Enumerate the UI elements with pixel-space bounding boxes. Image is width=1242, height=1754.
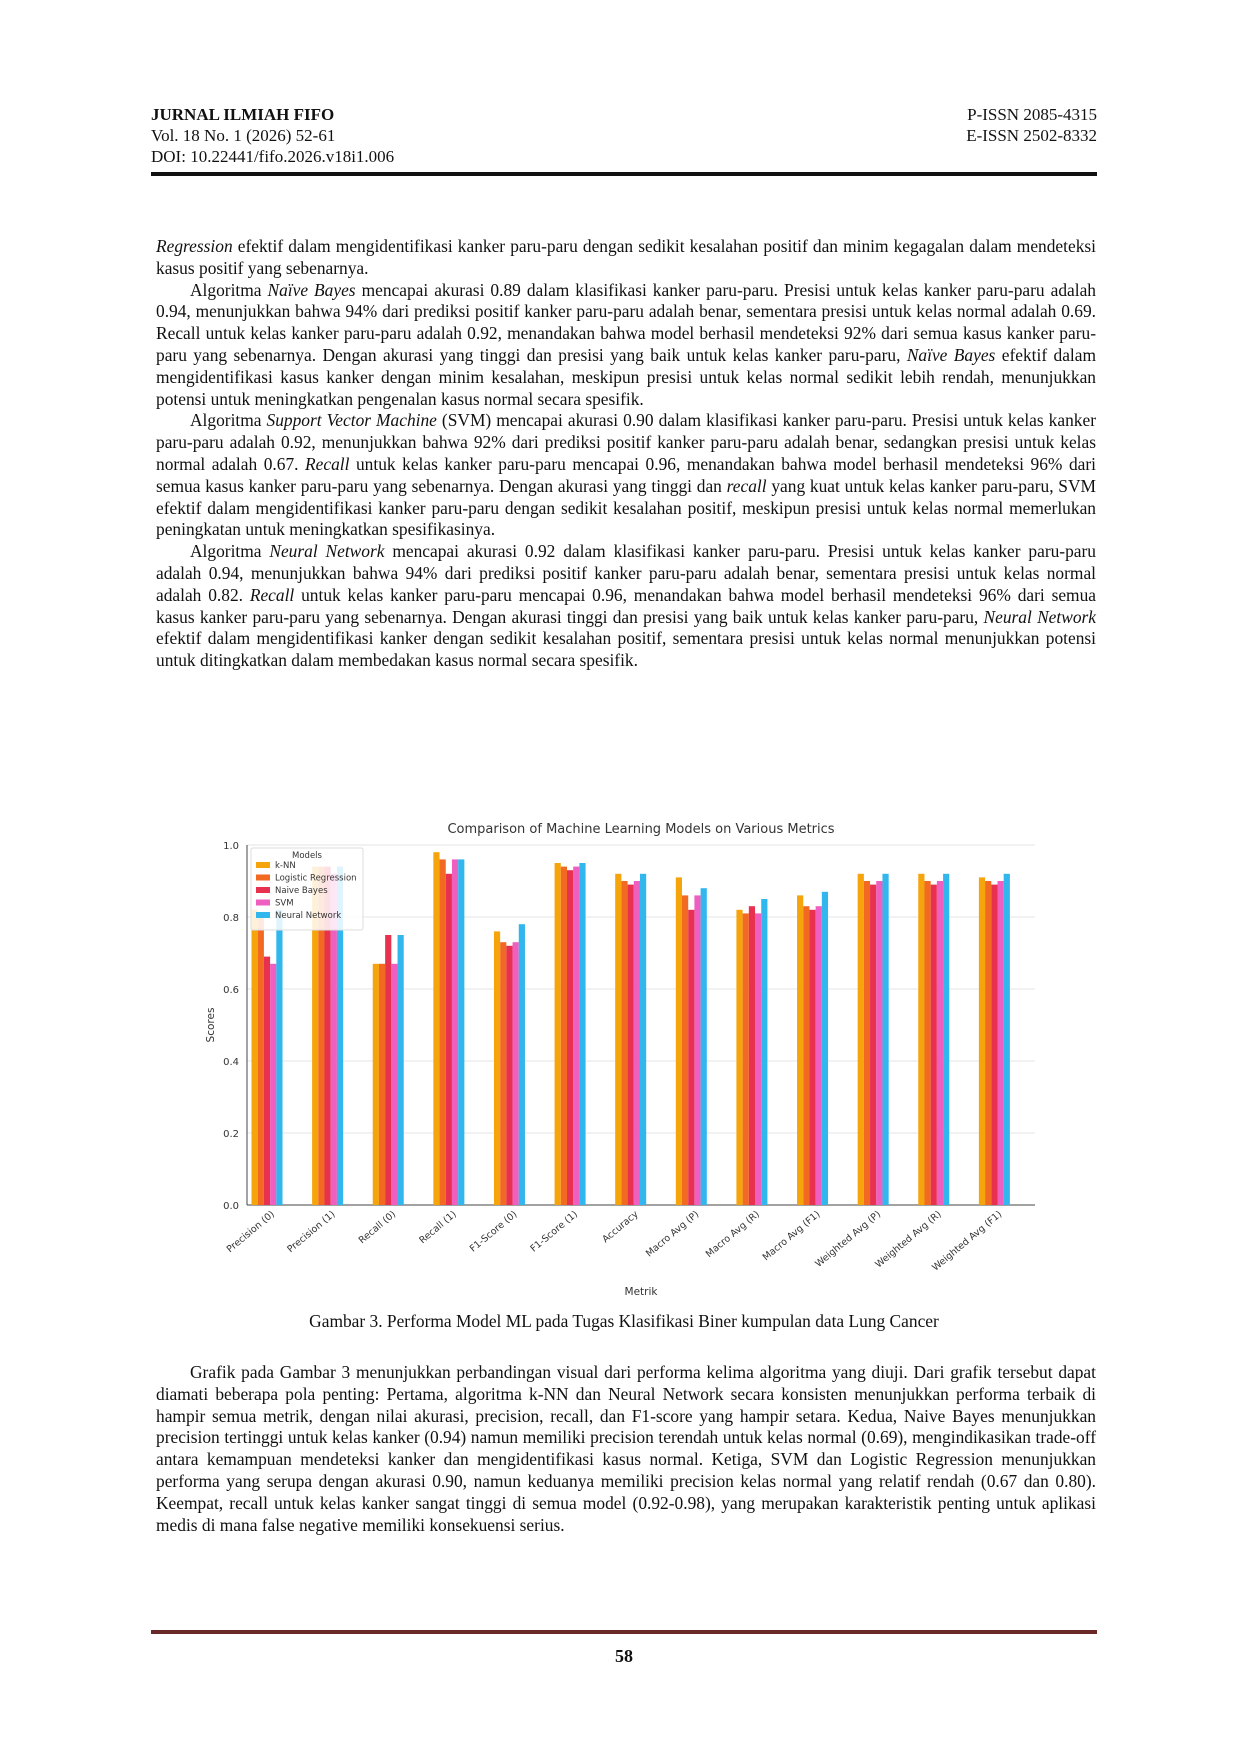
page-number: 58 [615,1646,633,1666]
bar-svm [391,964,397,1205]
bar-neural-network [882,874,888,1205]
x-tick-label: Macro Avg (F1) [760,1208,823,1264]
bar-logistic-regression [682,895,688,1205]
paragraph-5: Grafik pada Gambar 3 menunjukkan perbandingan visual dari performa kelima algoritma yang diuji. Dari grafik tersebut dapat diamati beberapa pola penting: Pertama, algoritma k-NN dan Neural Network secara konsisten menunjukkan performa terbaik di hampir semua metrik, dengan nilai akurasi, precision, recall, dan F1-score yang hampir setara. Kedua, Naive Bayes menunjukkan precision tertinggi untuk kelas kanker (0.94) namun memiliki precision terendah untuk kelas normal (0.69), mengindikasikan trade-off antara kemampuan mendeteksi kanker dan mengidentifikasi kasus normal. Ketiga, SVM dan Logistic Regression menunjukkan performa yang serupa dengan akurasi 0.90, namun keduanya memiliki precision kelas normal yang relatif rendah (0.67 dan 0.80). Keempat, recall untuk kelas kanker sangat tinggi di semua model (0.92-0.98), yang merupakan karakteristik penting untuk aplikasi medis di mana false negative memiliki konsekuensi serius. [156,1362,1096,1535]
x-axis-label: Metrik [624,1286,658,1298]
y-tick-label: 1.0 [223,841,239,852]
bar-neural-network [640,874,646,1205]
bar-neural-network [579,863,585,1205]
x-tick-label: Recall (1) [417,1208,459,1247]
bar-k-nn [858,874,864,1205]
paragraph-1: Regression efektif dalam mengidentifikasi kanker paru-paru dengan sedikit kesalahan positif dan minim kegagalan dalam mendeteksi kasus positif yang sebenarnya. [156,236,1096,278]
bar-k-nn [494,931,500,1205]
bar-neural-network [458,859,464,1205]
journal-volume: Vol. 18 No. 1 (2026) 52-61 [151,126,336,145]
x-tick-label: Macro Avg (R) [703,1208,762,1260]
bar-k-nn [676,877,682,1205]
bar-neural-network [519,924,525,1205]
bar-k-nn [252,910,258,1205]
y-axis-label: Scores [205,1007,217,1043]
bar-k-nn [736,910,742,1205]
legend-entry: SVM [275,898,294,909]
bar-naive-bayes [809,910,815,1205]
bar-k-nn [797,895,803,1205]
journal-doi: DOI: 10.22441/fifo.2026.v18i1.006 [151,147,395,166]
bar-naive-bayes [385,935,391,1205]
bar-naive-bayes [991,885,997,1205]
journal-name: JURNAL ILMIAH FIFO [151,105,335,124]
bar-naive-bayes [506,946,512,1205]
x-tick-label: Accuracy [600,1208,641,1246]
bar-logistic-regression [864,881,870,1205]
y-tick-label: 0.4 [223,1057,239,1068]
bar-naive-bayes [749,906,755,1205]
x-tick-label: Macro Avg (P) [643,1208,702,1260]
bar-k-nn [555,863,561,1205]
figure-3-chart [200,817,1040,1299]
bar-neural-network [276,910,282,1205]
header-right [966,104,1097,146]
bar-naive-bayes [931,885,937,1205]
figure-caption: Gambar 3. Performa Model ML pada Tugas Klasifikasi Biner kumpulan data Lung Cancer [309,1311,939,1331]
bar-naive-bayes [870,885,876,1205]
bar-svm [755,913,761,1205]
y-tick-label: 0.8 [223,913,239,924]
paragraph-1-lead: Regression [156,236,233,256]
bar-neural-network [822,892,828,1205]
x-tick-label: Weighted Avg (P) [813,1208,884,1270]
legend-entry: Neural Network [275,911,342,921]
y-tick-label: 0.6 [223,985,239,996]
bar-naive-bayes [567,870,573,1205]
bar-logistic-regression [561,867,567,1205]
x-tick-label: F1-Score (0) [467,1208,520,1255]
bar-logistic-regression [440,859,446,1205]
legend-swatch [256,862,270,868]
journal-pissn: P-ISSN 2085-4315 [967,105,1097,124]
bar-logistic-regression [743,913,749,1205]
bar-svm [937,881,943,1205]
x-tick-label: Recall (0) [356,1208,399,1247]
legend-swatch [256,887,270,893]
x-tick-label: Precision (0) [224,1208,277,1256]
legend-swatch [256,900,270,906]
bar-logistic-regression [621,881,627,1205]
bar-logistic-regression [379,964,385,1205]
bar-k-nn [615,874,621,1205]
bar-svm [513,942,519,1205]
y-tick-label: 0.2 [223,1129,239,1140]
x-tick-label: Precision (1) [285,1208,338,1256]
header-left [151,104,394,167]
bar-naive-bayes [688,910,694,1205]
bar-logistic-regression [803,906,809,1205]
body-section-bottom [156,1362,1096,1536]
bar-svm [694,895,700,1205]
paragraph-4: Algoritma Neural Network mencapai akurasi 0.92 dalam klasifikasi kanker paru-paru. Presisi untuk kelas kanker paru-paru adalah 0.94, menunjukkan bahwa 94% dari prediksi positif kanker paru-paru adalah benar, sementara presisi untuk kelas normal adalah 0.82. Recall untuk kelas kanker paru-paru mencapai 0.96, menandakan bahwa model berhasil mendeteksi 96% dari semua kasus kanker paru-paru yang sebenarnya. Dengan akurasi tinggi dan presisi yang baik untuk kelas kanker paru-paru, Neural Network efektif dalam mengidentifikasi kanker dengan sedikit kesalahan positif, sementara presisi untuk kelas normal menunjukkan potensi untuk ditingkatkan dalam membedakan kasus normal secara spesifik. [156,541,1096,671]
bar-svm [997,881,1003,1205]
bar-svm [270,964,276,1205]
legend-entry: Naive Bayes [275,886,328,896]
bar-svm [573,867,579,1205]
legend-swatch [256,912,270,918]
bar-neural-network [398,935,404,1205]
bar-neural-network [1004,874,1010,1205]
paragraph-3: Algoritma Support Vector Machine (SVM) mencapai akurasi 0.90 dalam klasifikasi kanker paru-paru. Presisi untuk kelas kanker paru-paru adalah 0.92, menunjukkan bahwa 92% dari prediksi positif kanker paru-paru adalah benar, sedangkan presisi untuk kelas normal adalah 0.67. Recall untuk kelas kanker paru-paru mencapai 0.96, menandakan bahwa model berhasil mendeteksi 96% dari semua kasus kanker paru-paru yang sebenarnya. Dengan akurasi yang tinggi dan recall yang kuat untuk kelas kanker paru-paru, SVM efektif dalam mengidentifikasi kanker paru-paru dengan sedikit kesalahan positif, meskipun presisi untuk kelas normal memerlukan peningkatan untuk meningkatkan spesifikasinya. [156,410,1097,540]
bar-k-nn [433,852,439,1205]
bar-svm [876,881,882,1205]
bar-svm [816,906,822,1205]
bar-logistic-regression [258,917,264,1205]
bar-chart [200,817,1040,1299]
legend-entry: Logistic Regression [275,873,357,884]
legend-entry: k-NN [275,861,296,871]
x-tick-label: F1-Score (1) [528,1208,581,1255]
header-rule [151,172,1097,176]
bar-svm [452,859,458,1205]
bar-k-nn [918,874,924,1205]
bar-naive-bayes [628,885,634,1205]
bar-logistic-regression [985,881,991,1205]
chart-title: Comparison of Machine Learning Models on Various Metrics [447,822,835,837]
x-tick-label: Weighted Avg (R) [873,1208,944,1271]
x-tick-label: Weighted Avg (F1) [930,1208,1005,1274]
bar-neural-network [943,874,949,1205]
bar-k-nn [979,877,985,1205]
body-section-top [156,236,1096,672]
y-tick-label: 0.0 [223,1201,239,1212]
bar-neural-network [761,899,767,1205]
legend-title: Models [292,851,322,861]
paragraph-2: Algoritma Naïve Bayes mencapai akurasi 0.89 dalam klasifikasi kanker paru-paru. Presisi untuk kelas kanker paru-paru adalah 0.94, menunjukkan bahwa 94% dari prediksi positif kanker paru-paru adalah benar, sementara presisi untuk kelas normal adalah 0.69. Recall untuk kelas kanker paru-paru adalah 0.92, menandakan bahwa model berhasil mendeteksi 92% dari semua kasus kanker paru-paru yang sebenarnya. Dengan akurasi yang tinggi dan presisi yang baik untuk kelas kanker paru-paru, Naïve Bayes efektif dalam mengidentifikasi kasus kanker dengan minim kesalahan, meskipun presisi untuk kelas normal sedikit lebih rendah, menunjukkan potensi untuk meningkatkan pengenalan kasus normal secara spesifik. [156,279,1096,409]
bar-naive-bayes [264,957,270,1205]
bar-k-nn [373,964,379,1205]
bar-naive-bayes [446,874,452,1205]
bar-neural-network [701,888,707,1205]
bar-svm [634,881,640,1205]
legend-swatch [256,875,270,881]
bar-logistic-regression [500,942,506,1205]
bar-logistic-regression [924,881,930,1205]
footer-rule [151,1630,1097,1634]
journal-eissn: E-ISSN 2502-8332 [966,126,1097,145]
